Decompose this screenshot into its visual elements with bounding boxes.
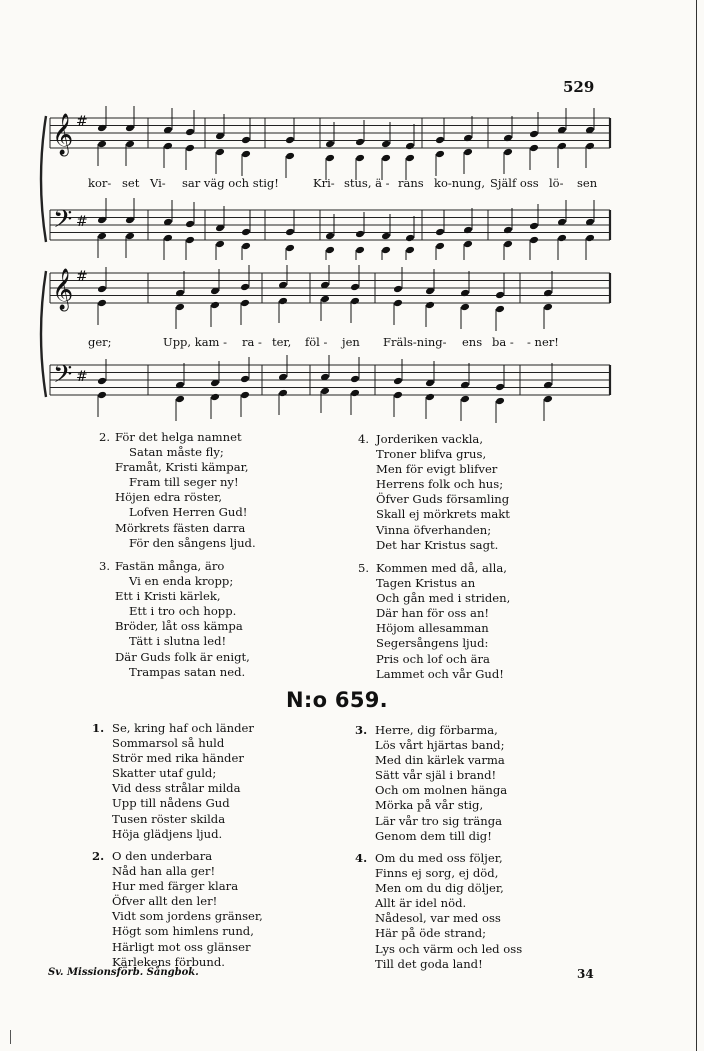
verse-line: Lys och värm och led oss — [375, 941, 523, 956]
note-head — [503, 226, 513, 235]
note-head — [355, 246, 365, 255]
verse-block — [92, 721, 254, 842]
note-head — [425, 393, 435, 402]
note-head — [97, 377, 107, 386]
verse-line: Trampas satan ned. — [129, 664, 246, 679]
verse-line: Skatter utaf guld; — [112, 766, 217, 781]
note-head — [175, 289, 185, 298]
verse-line: Genom dem till dig! — [375, 828, 492, 843]
note-head — [241, 228, 251, 237]
note-head — [163, 234, 173, 243]
lyric-syllable: kor- — [88, 176, 112, 190]
note-head — [585, 234, 595, 243]
verse-number: 2. — [92, 849, 105, 863]
verse-line: Lofven Herren Gud! — [129, 505, 248, 520]
lyric-syllable: set — [122, 176, 140, 190]
verse-number: 5. — [358, 561, 370, 575]
note-head — [97, 232, 107, 241]
page-number: 529 — [563, 78, 595, 96]
verse-line: Nådesol, var med oss — [375, 911, 501, 926]
note-head — [557, 234, 567, 243]
bass-clef: 𝄢 — [53, 360, 73, 395]
key-signature-sharp: # — [76, 269, 88, 285]
verse-line: Sätt vår själ i brand! — [375, 768, 497, 783]
note-head — [355, 154, 365, 163]
signature-mark: 34 — [577, 967, 594, 981]
lyric-syllable: ter, — [272, 335, 292, 349]
note-head — [393, 377, 403, 386]
note-head — [97, 124, 107, 133]
brace — [41, 271, 46, 397]
note-head — [285, 136, 295, 145]
verse-line: Troner blifva grus, — [376, 447, 487, 462]
note-head — [495, 291, 505, 300]
note-head — [185, 128, 195, 137]
lyric-syllable: Vi- — [150, 176, 166, 190]
note-head — [381, 140, 391, 149]
verse-line: Hur med färger klara — [112, 879, 239, 894]
note-head — [285, 244, 295, 253]
verse-line: Fram till seger ny! — [129, 475, 239, 490]
note-head — [285, 152, 295, 161]
verse-line: Här på öde strand; — [375, 926, 487, 941]
note-head — [393, 391, 403, 400]
note-head — [503, 134, 513, 143]
lyric-syllable: lö- — [549, 176, 564, 190]
note-head — [320, 295, 330, 304]
verse-line: Vidt som jordens gränser, — [112, 909, 263, 924]
verse-line: Segersångens ljud: — [376, 636, 489, 651]
verse-number: 4. — [355, 851, 368, 865]
verse-number: 2. — [99, 430, 111, 444]
verse-line: Tagen Kristus an — [376, 576, 476, 591]
treble-clef: 𝄞 — [52, 114, 74, 155]
verse-line: Kommen med då, alla, — [376, 561, 507, 575]
note-head — [350, 389, 360, 398]
verse-line: Skall ej mörkrets makt — [376, 507, 510, 522]
note-head — [460, 395, 470, 404]
verse-block — [99, 559, 250, 680]
note-head — [215, 148, 225, 157]
verse-line: Herrens folk och hus; — [376, 477, 504, 492]
note-head — [350, 297, 360, 306]
verse-line: Sommarsol så huld — [112, 736, 225, 751]
note-head — [463, 226, 473, 235]
verse-line: För den sångens ljud. — [129, 535, 256, 550]
key-signature-sharp: # — [76, 114, 88, 130]
verse-block — [358, 561, 511, 682]
verse-number: 1. — [92, 721, 105, 735]
note-head — [463, 240, 473, 249]
lyric-syllable: ra - — [242, 335, 262, 349]
verse-line: Höjom allesamman — [376, 621, 489, 636]
note-head — [381, 154, 391, 163]
note-head — [325, 140, 335, 149]
note-head — [425, 301, 435, 310]
note-head — [405, 246, 415, 255]
verse-line: Se, kring haf och länder — [112, 721, 254, 735]
verse-number: 3. — [99, 559, 111, 573]
verse-line: Där han för oss an! — [376, 606, 490, 621]
hymn-title: N:o 659. — [286, 688, 388, 712]
note-head — [215, 240, 225, 249]
note-head — [278, 389, 288, 398]
note-head — [97, 216, 107, 225]
note-head — [185, 236, 195, 245]
verse-line: Högt som himlens rund, — [112, 924, 254, 939]
note-head — [210, 301, 220, 310]
note-head — [350, 375, 360, 384]
note-head — [543, 395, 553, 404]
verse-line: Lös vårt hjärtas band; — [375, 738, 505, 753]
verse-number: 4. — [358, 432, 370, 446]
note-head — [405, 234, 415, 243]
book-source-note: Sv. Missionsförb. Sångbok. — [48, 967, 199, 978]
lyric-syllable: föl - — [305, 335, 328, 349]
note-head — [350, 283, 360, 292]
note-head — [355, 138, 365, 147]
note-head — [240, 391, 250, 400]
verse-line: Höjen edra röster, — [115, 490, 223, 505]
verse-line: Med din kärlek varma — [375, 753, 505, 768]
music-system-2 — [0, 265, 704, 425]
note-head — [460, 303, 470, 312]
note-head — [240, 299, 250, 308]
verse-line: Framåt, Kristi kämpar, — [115, 460, 249, 475]
lyric-syllable: - ner! — [527, 335, 559, 349]
verse-line: Satan måste fly; — [129, 445, 224, 460]
note-head — [503, 240, 513, 249]
verse-line: Lär vår tro sig tränga — [375, 813, 503, 828]
note-head — [97, 285, 107, 294]
verse-line: Nåd han alla ger! — [112, 864, 216, 879]
note-head — [503, 148, 513, 157]
verse-line: Kärlekens förbund. — [112, 954, 225, 969]
verse-line: Men om du dig döljer, — [375, 881, 504, 896]
note-head — [125, 140, 135, 149]
note-head — [381, 232, 391, 241]
lyric-syllable: ba - — [492, 335, 514, 349]
lyric-syllable: Kri- — [313, 176, 335, 190]
verse-line: Tätt i slutna led! — [129, 634, 227, 649]
verse-line: Höja glädjens ljud. — [112, 826, 223, 841]
lyric-syllable: jen — [342, 335, 360, 349]
lyric-syllable: ger; — [88, 335, 112, 349]
lyric-syllable: Fräls-ning- — [383, 335, 447, 349]
note-head — [325, 154, 335, 163]
lyrics-row-1 — [0, 176, 704, 192]
verse-line: Pris och lof och ära — [376, 651, 490, 666]
verse-line: Till det goda land! — [375, 956, 483, 971]
key-signature-sharp: # — [76, 214, 88, 230]
verse-line: Bröder, låt oss kämpa — [115, 619, 243, 634]
note-head — [529, 222, 539, 231]
note-head — [585, 142, 595, 151]
note-head — [278, 297, 288, 306]
note-head — [175, 381, 185, 390]
note-head — [241, 150, 251, 159]
verse-line: Men för evigt blifver — [376, 462, 498, 477]
verse-line: Ett i Kristi kärlek, — [115, 589, 221, 604]
verse-line: Mörka på vår stig, — [375, 798, 484, 813]
lyric-syllable: Upp, kam - — [163, 335, 227, 349]
lyric-syllable: rans — [398, 176, 424, 190]
note-head — [460, 381, 470, 390]
note-head — [393, 285, 403, 294]
verse-block — [358, 432, 510, 553]
note-head — [240, 283, 250, 292]
note-head — [463, 148, 473, 157]
note-head — [529, 130, 539, 139]
note-head — [355, 230, 365, 239]
verse-line: Vinna öfverhanden; — [376, 522, 492, 537]
verse-line: Öfver allt den ler! — [112, 894, 218, 909]
note-head — [495, 383, 505, 392]
note-head — [125, 232, 135, 241]
note-head — [460, 289, 470, 298]
verse-number: 3. — [355, 723, 368, 737]
verse-line: Öfver Guds församling — [376, 492, 510, 507]
note-head — [405, 142, 415, 151]
note-head — [543, 289, 553, 298]
note-head — [185, 220, 195, 229]
verse-line: Det har Kristus sagt. — [376, 537, 499, 552]
note-head — [435, 228, 445, 237]
verse-line: Upp till nådens Gud — [112, 796, 230, 811]
note-head — [210, 393, 220, 402]
note-head — [435, 136, 445, 145]
lyric-syllable: sen — [577, 176, 598, 190]
note-head — [241, 242, 251, 251]
note-head — [393, 299, 403, 308]
lyrics-row-2 — [0, 335, 704, 351]
key-signature-sharp: # — [76, 369, 88, 385]
margin-mark — [10, 1030, 11, 1044]
note-head — [325, 246, 335, 255]
note-head — [405, 154, 415, 163]
note-head — [97, 140, 107, 149]
lyric-syllable: stus, ä - — [344, 176, 390, 190]
verse-line: Om du med oss följer, — [375, 851, 503, 865]
note-head — [175, 303, 185, 312]
verse-block — [355, 851, 523, 972]
note-head — [495, 305, 505, 314]
verse-block — [355, 723, 508, 844]
verse-line: För det helga namnet — [115, 430, 242, 444]
verse-line: Mörkrets fästen darra — [115, 520, 246, 535]
verse-line: Allt är idel nöd. — [375, 896, 467, 911]
verse-line: Där Guds folk är enigt, — [115, 649, 250, 664]
note-head — [381, 246, 391, 255]
bass-clef: 𝄢 — [53, 205, 73, 240]
verse-line: Fastän många, äro — [115, 559, 225, 573]
verse-line: O den underbara — [112, 849, 213, 863]
verse-block — [92, 849, 263, 970]
verse-line: Vi en enda kropp; — [129, 574, 234, 589]
verse-line: Lammet och vår Gud! — [376, 666, 504, 681]
note-head — [97, 391, 107, 400]
verse-line: Och gån med i striden, — [376, 591, 511, 606]
verse-line: Vid dess strålar milda — [112, 781, 241, 796]
note-head — [185, 144, 195, 153]
verse-line: Finns ej sorg, ej död, — [375, 866, 499, 881]
note-head — [320, 387, 330, 396]
note-head — [125, 124, 135, 133]
verse-line: Jorderiken vackla, — [376, 432, 484, 446]
verse-line: Och om molnen hänga — [375, 783, 508, 798]
verse-line: Strör med rika händer — [112, 751, 244, 766]
verse-block — [99, 430, 256, 551]
note-head — [543, 303, 553, 312]
lyric-syllable: ens — [462, 335, 483, 349]
verse-line: Tusen röster skilda — [112, 811, 226, 826]
note-head — [241, 136, 251, 145]
treble-clef: 𝄞 — [52, 269, 74, 310]
note-head — [435, 242, 445, 251]
note-head — [163, 142, 173, 151]
note-head — [125, 216, 135, 225]
note-head — [557, 142, 567, 151]
verse-line: Herre, dig förbarma, — [375, 723, 498, 737]
music-system-1 — [0, 100, 704, 260]
note-head — [543, 381, 553, 390]
lyric-syllable: sar väg och stig! — [182, 176, 279, 190]
note-head — [435, 150, 445, 159]
note-head — [325, 232, 335, 241]
lyric-syllable: Själf oss — [490, 176, 539, 190]
note-head — [240, 375, 250, 384]
note-head — [97, 299, 107, 308]
note-head — [495, 397, 505, 406]
note-head — [285, 228, 295, 237]
note-head — [529, 144, 539, 153]
verse-line: Härligt mot oss glänser — [112, 939, 251, 954]
note-head — [529, 236, 539, 245]
lyric-syllable: ko-nung, — [434, 176, 486, 190]
note-head — [463, 134, 473, 143]
verse-line: Ett i tro och hopp. — [129, 604, 237, 619]
note-head — [175, 395, 185, 404]
